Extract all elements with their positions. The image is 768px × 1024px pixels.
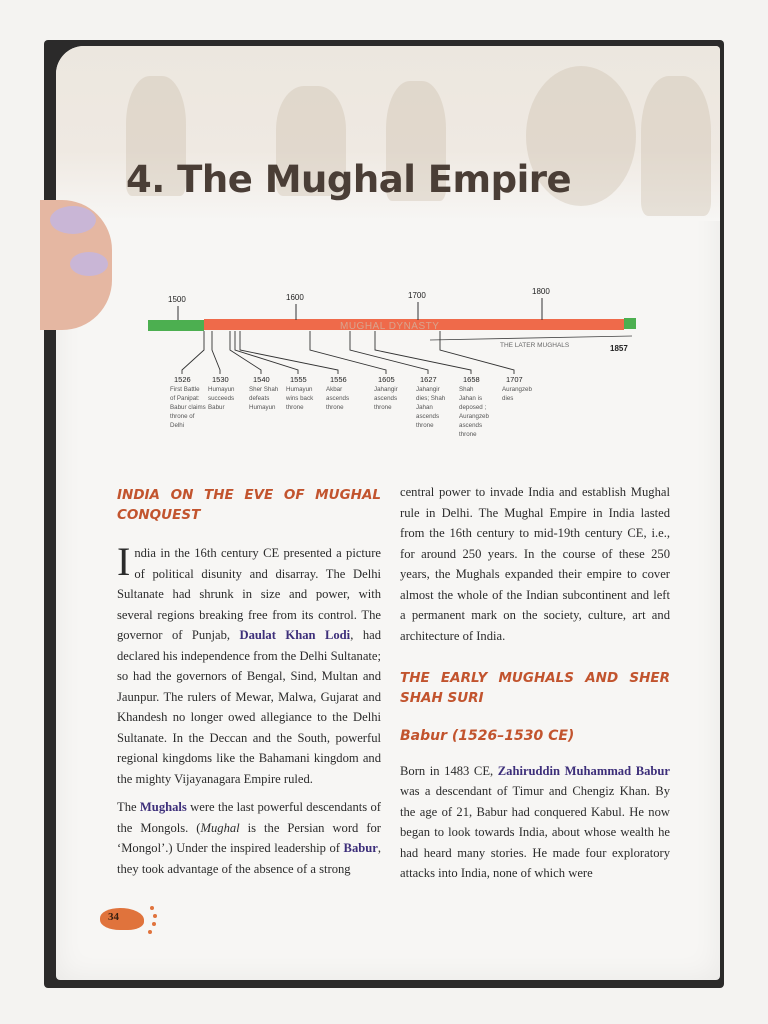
event-desc: defeats [249,395,270,402]
page-number: 34 [108,911,119,923]
event-year: 1658 [463,375,480,384]
event-desc: throne [459,431,477,438]
event-year: 1530 [212,375,229,384]
section-heading: THE EARLY MUGHALS AND SHER SHAH SURI [400,670,670,706]
paragraph: India in the 16th century CE presented a picture of political disunity and disarray. The Delhi Sultanate had shrunk in size and power, with several regions breaking free from its control. The governor of Punjab, Daulat Khan Lodi, had declared his independence from the Delhi Sultanate; so had the governors of Bengal, Sind, Multan and Jaunpur. The rulers of Mewar, Malwa, Gujarat and Khandesh no longer owed allegiance to the Delhi Sultanate. In the Deccan and the South, powerful regional kingdoms like the Bahamani kingdom and the mighty Vijayanagara Empire ruled. [117,539,382,786]
event-desc: deposed ; [459,404,487,411]
event-desc: Jahangir [374,386,398,393]
decor-dot [153,914,157,918]
event-desc: Humayun [208,386,235,393]
keyword: Mughals [139,800,187,814]
decor-dot [152,922,156,926]
decor-dot [148,930,152,934]
event-desc: dies [502,395,514,402]
event-leader [235,331,298,374]
paragraph: Born in 1483 CE, Zahiruddin Muhammad Babur was a descendant of Timur and Chengiz Khan. By the age of 21, Babur had conquered Kabul. He now began to look towards India, about whose wealth he had heard many stories. He made four exploratory attacks into India, none of which were [400,763,670,880]
event-desc: Delhi [170,422,185,429]
event-leader [375,331,471,374]
dropcap: I [117,539,131,584]
event-year: 1605 [378,375,395,384]
later-label: THE LATER MUGHALS [500,342,570,349]
fingernail [50,206,96,234]
event-leader [440,331,514,374]
event-year: 1555 [290,375,307,384]
event-desc: ascends [459,422,483,429]
timeline [140,280,660,470]
event-desc: Babur claims [170,404,206,411]
event-desc: ascends [416,413,440,420]
event-desc: Babur [208,404,225,411]
event-desc: throne [286,404,304,411]
year-label: 1600 [286,293,304,302]
banner-figure [641,76,711,216]
year-label: 1500 [168,295,186,304]
event-year: 1707 [506,375,523,384]
keyword: Daulat Khan Lodi [239,628,351,642]
paragraph: central power to invade India and establish Mughal rule in Delhi. The Mughal Empire in India lasted from the 16th century to mid-19th century CE, i.e., for around 250 years. In the course of these 250 years, the Mughals expanded their empire to cover almost the whole of the Indian subcontinent and left a permanent mark on the society, culture, art and architecture of India. [400,485,670,643]
keyword: Babur [343,841,378,855]
event-desc: ascends [374,395,398,402]
event-desc: Shah [459,386,474,393]
event-desc: Jahan [416,404,433,411]
year-label: 1700 [408,291,426,300]
end-year: 1857 [610,344,628,353]
event-desc: wins back [286,395,314,402]
event-desc: Akbar [326,386,343,393]
decor-dot [150,906,154,910]
event-desc: dies; Shah [416,395,446,402]
event-desc: throne [374,404,392,411]
event-desc: Sher Shah [249,386,279,393]
event-year: 1540 [253,375,270,384]
event-desc: Jahangir [416,386,440,393]
page-number-badge [100,908,144,930]
year-label: 1800 [532,287,550,296]
event-leader [182,331,204,374]
keyword: Zahiruddin Muhammad Babur [497,763,670,778]
chapter-title: 4. The Mughal Empire [126,158,572,201]
event-leader [212,331,220,374]
event-year: 1627 [420,375,437,384]
fingernail [70,252,108,276]
event-desc: throne [416,422,434,429]
dynasty-label: MUGHAL DYNASTY [340,321,440,332]
event-desc: of Panipat: [170,395,200,402]
event-desc: Aurangzeb [459,413,489,420]
event-desc: Jahan is [459,395,483,402]
event-desc: throne of [170,413,195,420]
paragraph: The Mughals were the last powerful descendants of the Mongols. (Mughal is the Persian word for ‘Mongol’.) Under the inspired leadership of Babur, they took advantage of the absence of a strong [117,800,382,876]
section-heading: INDIA ON THE EVE OF MUGHAL CONQUEST [117,487,381,523]
later-arrow [430,336,632,340]
event-desc: Humayun [286,386,313,393]
left-column [117,485,381,887]
bar-green-end [624,318,636,329]
bar-green-start [148,320,204,331]
event-year: 1526 [174,375,191,384]
subheading: Babur (1526–1530 CE) [400,728,575,744]
right-column [400,482,670,892]
event-desc: ascends [326,395,350,402]
event-desc: Humayun [249,404,276,411]
event-desc: Aurangzeb [502,386,532,393]
event-year: 1556 [330,375,347,384]
event-desc: First Battle [170,386,200,393]
event-desc: succeeds [208,395,235,402]
event-desc: throne [326,404,344,411]
